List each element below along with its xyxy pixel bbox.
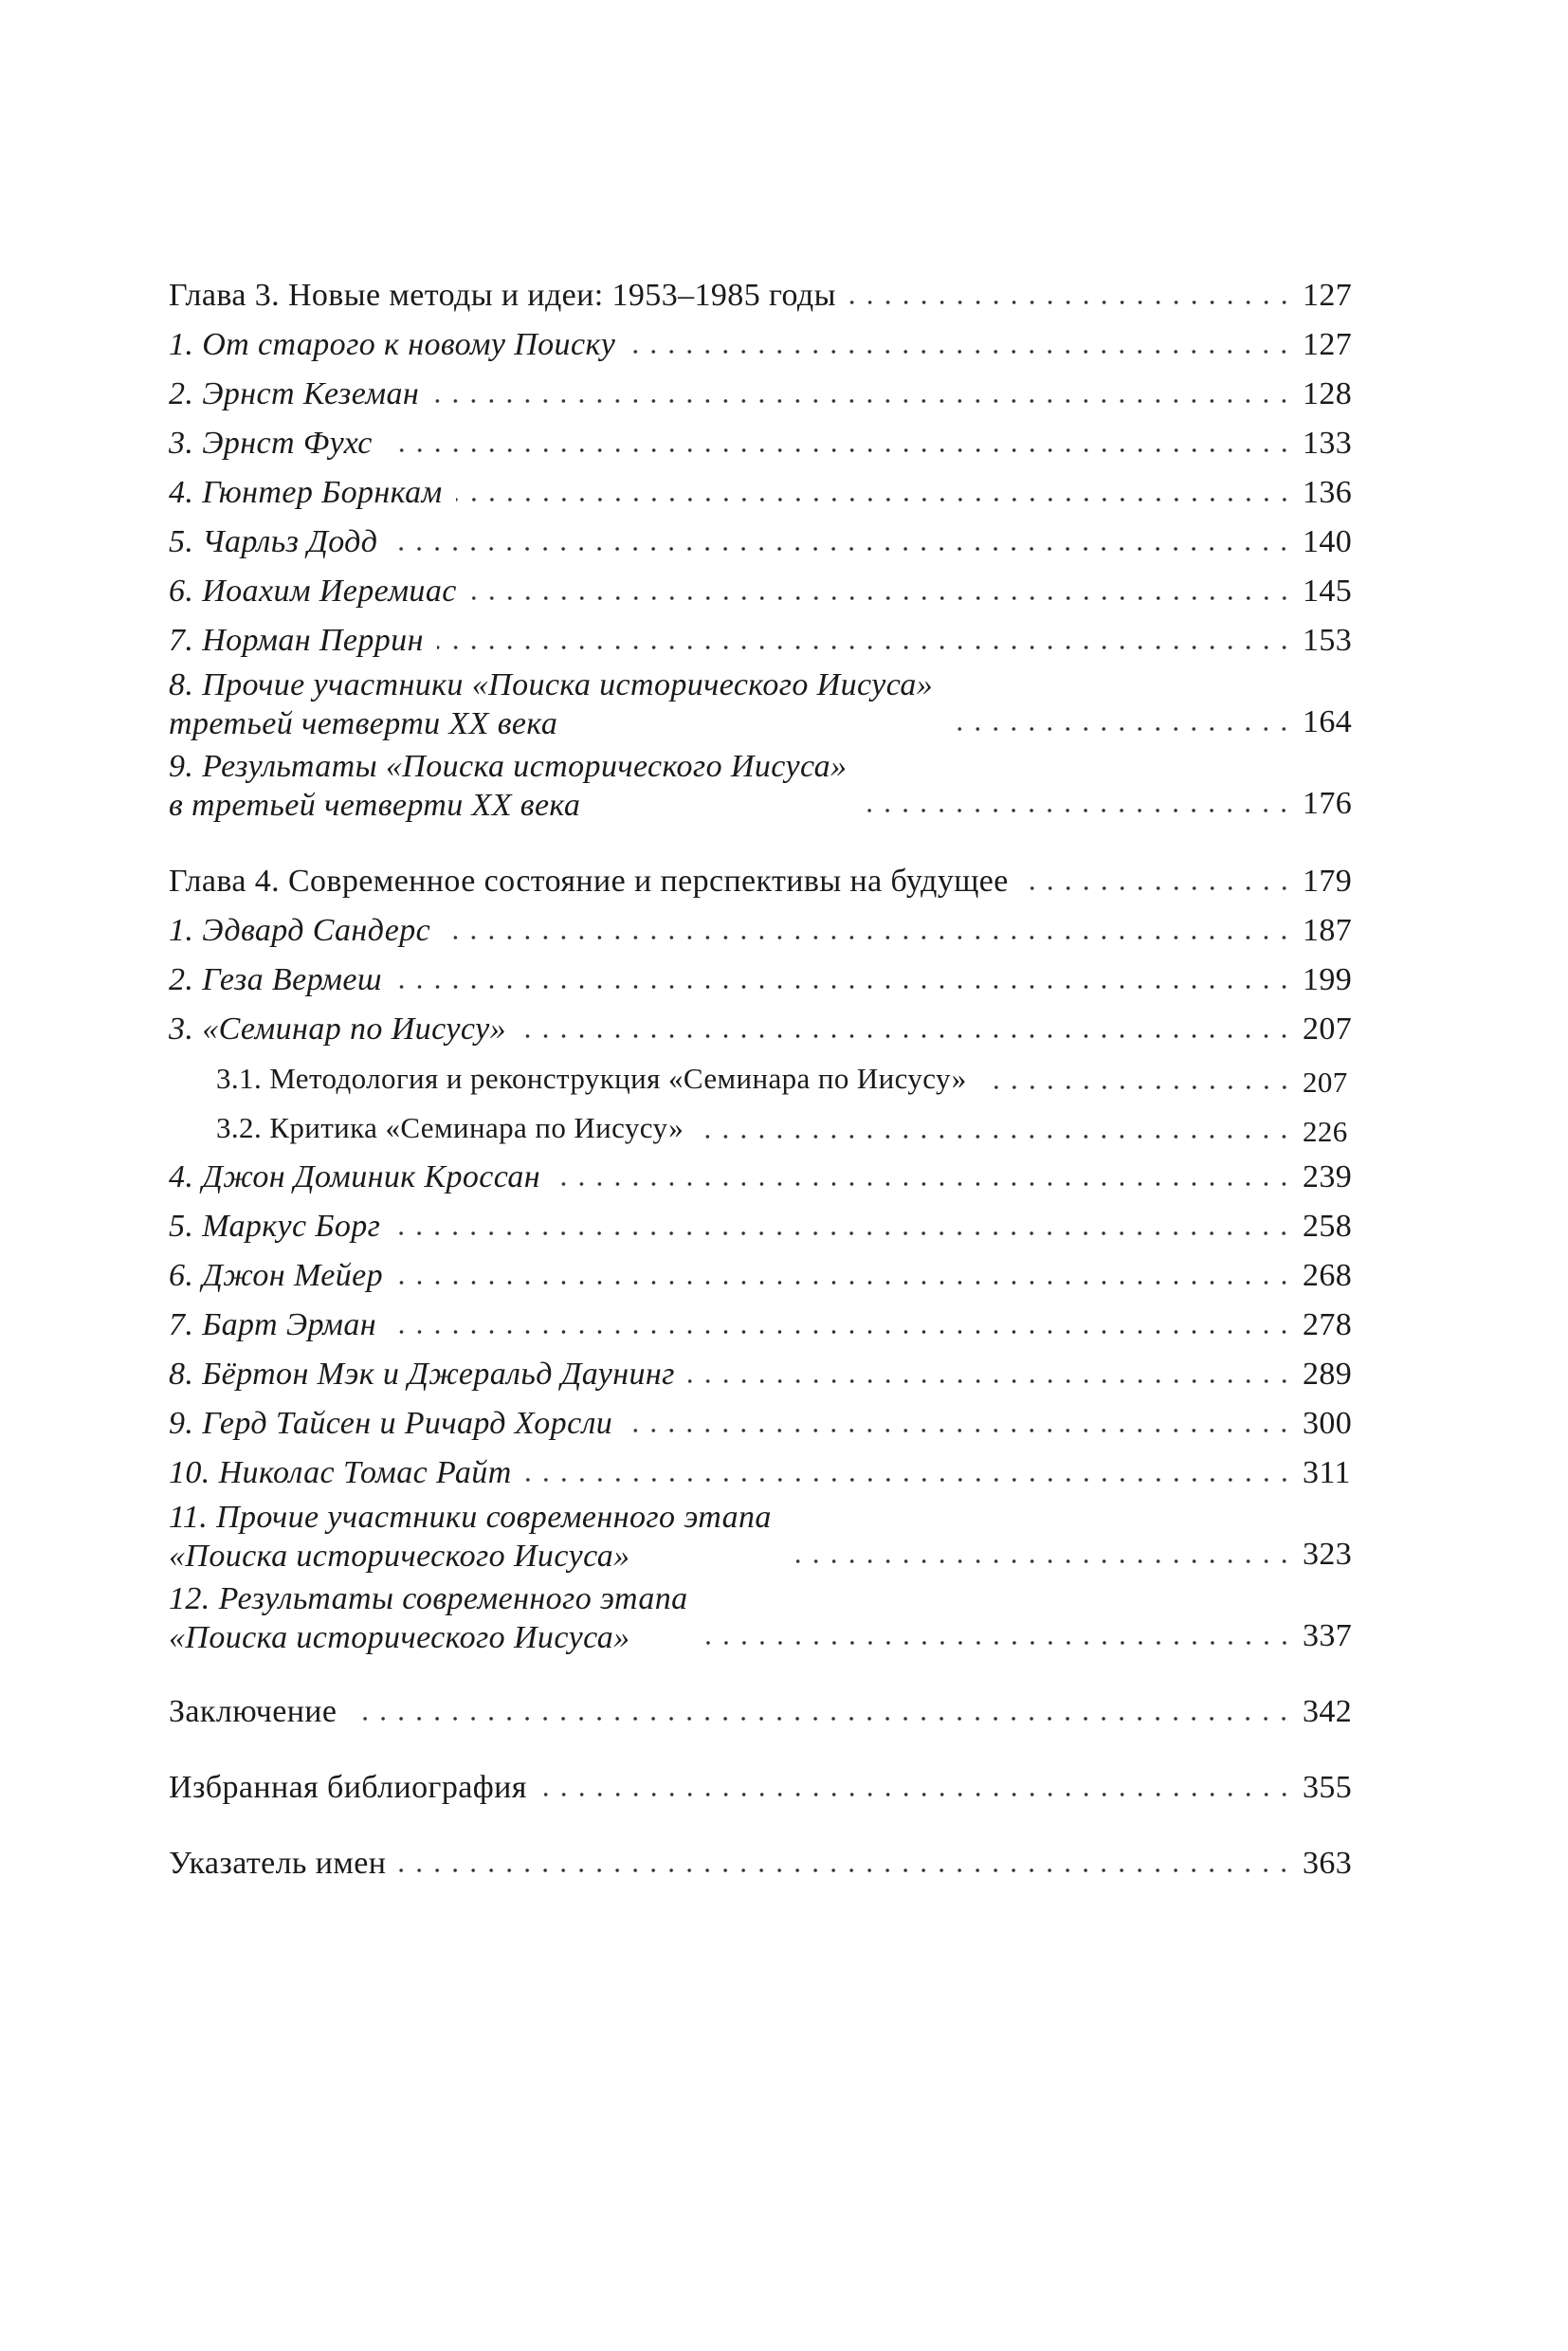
dot-leader bbox=[456, 495, 1293, 504]
toc-chapter-entry[interactable] bbox=[169, 1763, 1354, 1813]
toc-section-entry[interactable] bbox=[169, 370, 1354, 419]
toc-page-number: 268 bbox=[1303, 1258, 1353, 1293]
toc-section-entry[interactable] bbox=[169, 1350, 1354, 1399]
toc-entry-title: Избранная библиография bbox=[169, 1770, 527, 1805]
dot-leader bbox=[697, 1132, 1293, 1141]
toc-entry-title: 8. Бёртон Мэк и Джеральд Даунинг bbox=[169, 1357, 675, 1392]
dot-leader bbox=[946, 724, 1293, 734]
section-spacer bbox=[169, 829, 1354, 857]
toc-entry-title: 3. «Семинар по Иисусу» bbox=[169, 1011, 506, 1047]
toc-section-entry[interactable] bbox=[169, 747, 1354, 829]
section-spacer bbox=[169, 1813, 1354, 1839]
toc-entry-title: 9. Результаты «Поиска исторического Иисуса» в третьей четверти XX века bbox=[169, 749, 848, 823]
toc-entry-title: 5. Маркус Борг bbox=[169, 1209, 381, 1244]
toc-page-number: 363 bbox=[1303, 1846, 1353, 1881]
dot-leader bbox=[396, 1278, 1293, 1287]
dot-leader bbox=[688, 1376, 1293, 1386]
toc-entry-title: 1. От старого к новому Поиску bbox=[169, 327, 616, 362]
toc-chapter-entry[interactable] bbox=[169, 857, 1354, 906]
toc-entry-title: 9. Герд Тайсен и Ричард Хорсли bbox=[169, 1406, 613, 1441]
dot-leader bbox=[520, 1031, 1293, 1041]
toc-section-entry[interactable] bbox=[169, 616, 1354, 665]
toc-section-entry[interactable] bbox=[169, 1005, 1354, 1054]
toc-page-number: 127 bbox=[1303, 327, 1353, 362]
toc-entry-title: 7. Барт Эрман bbox=[169, 1307, 376, 1342]
toc-subsection-entry[interactable] bbox=[169, 1054, 1354, 1103]
toc-page-number: 145 bbox=[1303, 574, 1353, 609]
toc-page-number: 300 bbox=[1303, 1406, 1353, 1441]
toc-entry-title: 6. Иоахим Иеремиас bbox=[169, 574, 457, 609]
dot-leader bbox=[350, 1714, 1293, 1723]
toc-section-entry[interactable] bbox=[169, 1449, 1354, 1498]
toc-page-number: 258 bbox=[1303, 1209, 1353, 1244]
toc-entry-title: 6. Джон Мейер bbox=[169, 1258, 384, 1293]
section-spacer bbox=[169, 1661, 1354, 1687]
toc-entry-title: 4. Гюнтер Борнкам bbox=[169, 475, 443, 510]
toc-page-number: 289 bbox=[1303, 1357, 1353, 1392]
toc-entry-title: 7. Норман Перрин bbox=[169, 623, 424, 658]
toc-subsection-entry[interactable] bbox=[169, 1103, 1354, 1153]
dot-leader bbox=[525, 1475, 1293, 1485]
toc-page-number: 342 bbox=[1303, 1694, 1353, 1729]
toc-section-entry[interactable] bbox=[169, 906, 1354, 956]
toc-section-entry[interactable] bbox=[169, 1399, 1354, 1449]
toc-page-number: 176 bbox=[1303, 786, 1353, 821]
toc-section-entry[interactable] bbox=[169, 320, 1354, 370]
toc-chapter-entry[interactable] bbox=[169, 1839, 1354, 1888]
toc-entry-title: 2. Эрнст Кеземан bbox=[169, 376, 420, 411]
toc-entry-title: 2. Геза Вермеш bbox=[169, 962, 382, 997]
dot-leader bbox=[399, 1866, 1293, 1875]
toc-entry-title: Глава 3. Новые методы и идеи: 1953–1985 годы bbox=[169, 278, 836, 313]
toc-page-number: 179 bbox=[1303, 864, 1353, 899]
toc-page-number: 153 bbox=[1303, 623, 1353, 658]
toc-section-entry[interactable] bbox=[169, 1301, 1354, 1350]
dot-leader bbox=[393, 1229, 1293, 1238]
dot-leader bbox=[626, 1426, 1293, 1435]
dot-leader bbox=[470, 593, 1293, 603]
toc-page-number: 239 bbox=[1303, 1159, 1353, 1194]
toc-entry-title: 11. Прочие участники современного этапа «Поиска исторического Иисуса» bbox=[169, 1500, 772, 1574]
toc-entry-title: 5. Чарльз Додд bbox=[169, 524, 378, 559]
toc-section-entry[interactable] bbox=[169, 1498, 1354, 1579]
dot-leader bbox=[395, 982, 1293, 992]
toc-entry-title: 3. Эрнст Фухс bbox=[169, 426, 373, 461]
toc-chapter-entry[interactable] bbox=[169, 271, 1354, 320]
toc-section-entry[interactable] bbox=[169, 1579, 1354, 1661]
dot-leader bbox=[702, 1638, 1293, 1648]
toc-section-entry[interactable] bbox=[169, 665, 1354, 747]
toc-entry-title: 3.2. Критика «Семинара по Иисусу» bbox=[216, 1111, 684, 1144]
section-spacer bbox=[169, 1737, 1354, 1763]
dot-leader bbox=[391, 544, 1293, 554]
dot-leader bbox=[980, 1083, 1293, 1092]
toc-page-number: 207 bbox=[1303, 1011, 1353, 1047]
toc-page-number: 136 bbox=[1303, 475, 1353, 510]
toc-section-entry[interactable] bbox=[169, 956, 1354, 1005]
toc-entry-title: 4. Джон Доминик Кроссан bbox=[169, 1159, 541, 1194]
toc-section-entry[interactable] bbox=[169, 419, 1354, 468]
toc-entry-title: 8. Прочие участники «Поиска исторического Иисуса» третьей четверти XX века bbox=[169, 667, 934, 741]
toc-entry-title: 12. Результаты современного этапа «Поиска исторического Иисуса» bbox=[169, 1581, 688, 1655]
dot-leader bbox=[554, 1179, 1293, 1189]
dot-leader bbox=[432, 396, 1293, 406]
toc-chapter-entry[interactable] bbox=[169, 1687, 1354, 1737]
toc-section-entry[interactable] bbox=[169, 567, 1354, 616]
dot-leader bbox=[849, 298, 1293, 307]
dot-leader bbox=[860, 806, 1293, 815]
toc-entry-title: Заключение bbox=[169, 1694, 337, 1729]
dot-leader bbox=[437, 643, 1293, 652]
toc-page-number: 199 bbox=[1303, 962, 1353, 997]
dot-leader bbox=[444, 933, 1293, 942]
toc-page-number: 133 bbox=[1303, 426, 1353, 461]
toc-section-entry[interactable] bbox=[169, 518, 1354, 567]
toc-section-entry[interactable] bbox=[169, 468, 1354, 518]
dot-leader bbox=[1022, 884, 1293, 893]
toc-page-number: 207 bbox=[1303, 1066, 1348, 1099]
toc-page-number: 278 bbox=[1303, 1307, 1353, 1342]
toc-section-entry[interactable] bbox=[169, 1202, 1354, 1251]
toc-entry-title: 10. Николас Томас Райт bbox=[169, 1455, 512, 1490]
toc-entry-title: 3.1. Методология и реконструкция «Семинара по Иисусу» bbox=[216, 1062, 967, 1095]
toc-entry-title: Глава 4. Современное состояние и перспективы на будущее bbox=[169, 864, 1009, 899]
toc-section-entry[interactable] bbox=[169, 1153, 1354, 1202]
toc-entry-title: 1. Эдвард Сандерс bbox=[169, 913, 431, 948]
toc-page-number: 128 bbox=[1303, 376, 1353, 411]
toc-section-entry[interactable] bbox=[169, 1251, 1354, 1301]
toc-page-number: 127 bbox=[1303, 278, 1353, 313]
toc-page-number: 187 bbox=[1303, 913, 1353, 948]
toc-page-number: 337 bbox=[1303, 1618, 1353, 1653]
dot-leader bbox=[629, 347, 1293, 356]
table-of-contents bbox=[169, 271, 1354, 1888]
toc-page-number: 311 bbox=[1303, 1455, 1351, 1490]
toc-entry-title: Указатель имен bbox=[169, 1846, 387, 1881]
toc-page-number: 164 bbox=[1303, 704, 1353, 739]
dot-leader bbox=[390, 1327, 1293, 1337]
dot-leader bbox=[386, 446, 1293, 455]
dot-leader bbox=[540, 1790, 1293, 1799]
toc-page-number: 355 bbox=[1303, 1770, 1353, 1805]
toc-page-number: 140 bbox=[1303, 524, 1353, 559]
dot-leader bbox=[785, 1557, 1293, 1566]
toc-page-number: 226 bbox=[1303, 1115, 1348, 1148]
toc-page-number: 323 bbox=[1303, 1537, 1353, 1572]
